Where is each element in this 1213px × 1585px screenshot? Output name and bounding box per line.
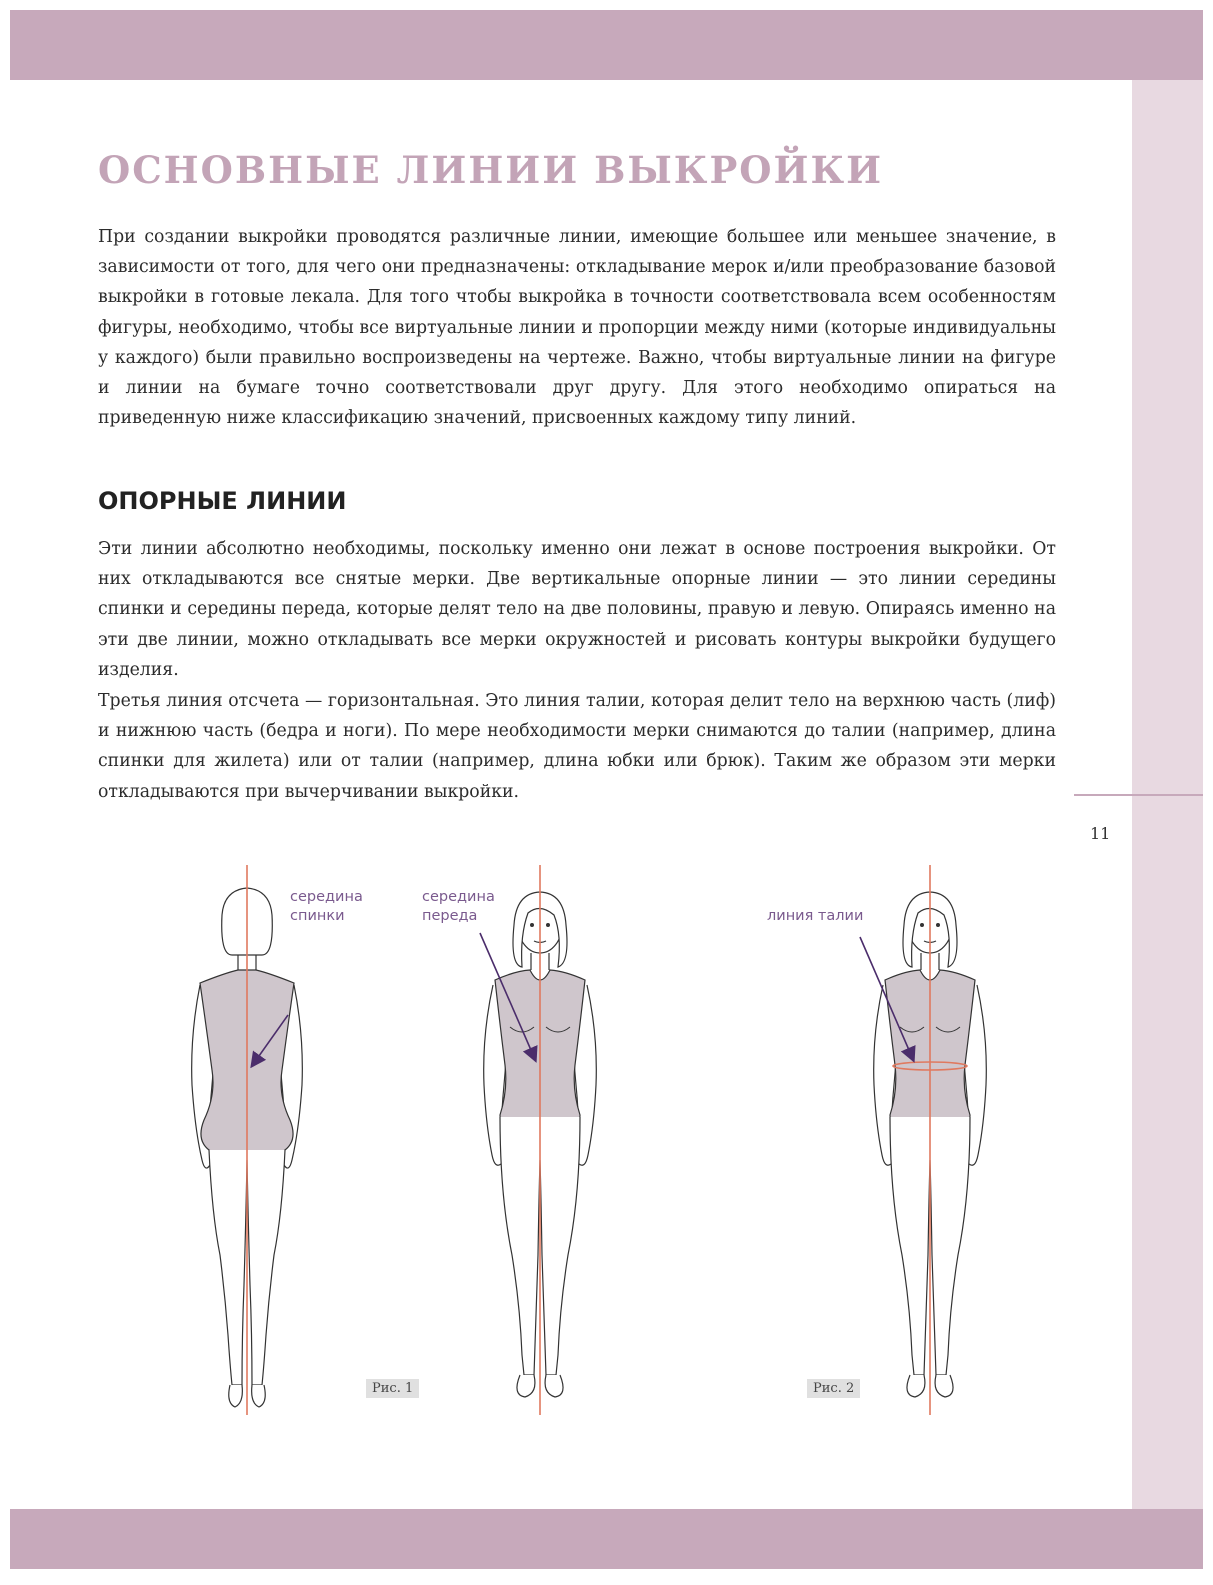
top-decorative-band (10, 10, 1203, 80)
caption-fig1: Рис. 1 (366, 1379, 419, 1398)
label-front-center-line2: переда (422, 908, 478, 924)
figure-back-view (192, 865, 303, 1415)
intro-paragraph: При создании выкройки проводятся различные линии, имеющие большее или меньшее значение, в зависимости от того, для чего они предназначены: откладывание мерок и/или преобразование базовой выкройки в готовые лекала. Для того чтобы выкройка в точности соответствовала всем особенностям фигуры, необходимо, чтобы все виртуальные линии и пропорции между ними (которые индивидуальны у каждого) были правильно воспроизведены на чертеже. Важно, чтобы виртуальные линии на фигуре и линии на бумаге точно соответствовали друг другу. Для этого необходимо опираться на приведенную ниже классификацию значений, присвоенных каждому типу линий. (98, 227, 1056, 429)
section-paragraph-1: Эти линии абсолютно необходимы, поскольку именно они лежат в основе построения выкройки. От них откладываются все снятые мерки. Две вертикальные опорные линии — это линии середины спинки и середины переда, которые делят тело на две половины, правую и левую. Опираясь именно на эти две линии, можно откладывать все мерки окружностей и рисовать контуры выкройки будущего изделия. (98, 539, 1056, 680)
page-marker-line (1074, 794, 1203, 796)
page-number: 11 (1090, 824, 1111, 843)
page-title: ОСНОВНЫЕ ЛИНИИ ВЫКРОЙКИ (98, 148, 884, 192)
label-back-center (290, 888, 363, 926)
eye-left (530, 923, 534, 927)
eye-left (920, 923, 924, 927)
figure-illustrations (170, 855, 1070, 1430)
section-title: ОПОРНЫЕ ЛИНИИ (98, 487, 347, 515)
label-front-center (422, 888, 495, 926)
label-waist-line: линия талии (767, 908, 864, 924)
label-back-center-line1: середина (290, 889, 363, 905)
eye-right (546, 923, 550, 927)
eye-right (936, 923, 940, 927)
bottom-decorative-band (10, 1509, 1203, 1569)
label-back-center-line2: спинки (290, 908, 345, 924)
body-figures-svg (170, 855, 1070, 1430)
label-front-center-line1: середина (422, 889, 495, 905)
caption-fig2: Рис. 2 (807, 1379, 860, 1398)
figure-waist-view (860, 865, 986, 1415)
section-paragraph-2: Третья линия отсчета — горизонтальная. Это линия талии, которая делит тело на верхнюю часть (лиф) и нижнюю часть (бедра и ноги). По мере необходимости мерки снимаются до талии (например, длина спинки для жилета) или от талии (например, длина юбки или брюк). Таким же образом эти мерки откладываются при вычерчивании выкройки. (98, 691, 1056, 802)
figure-front-view (480, 865, 596, 1415)
